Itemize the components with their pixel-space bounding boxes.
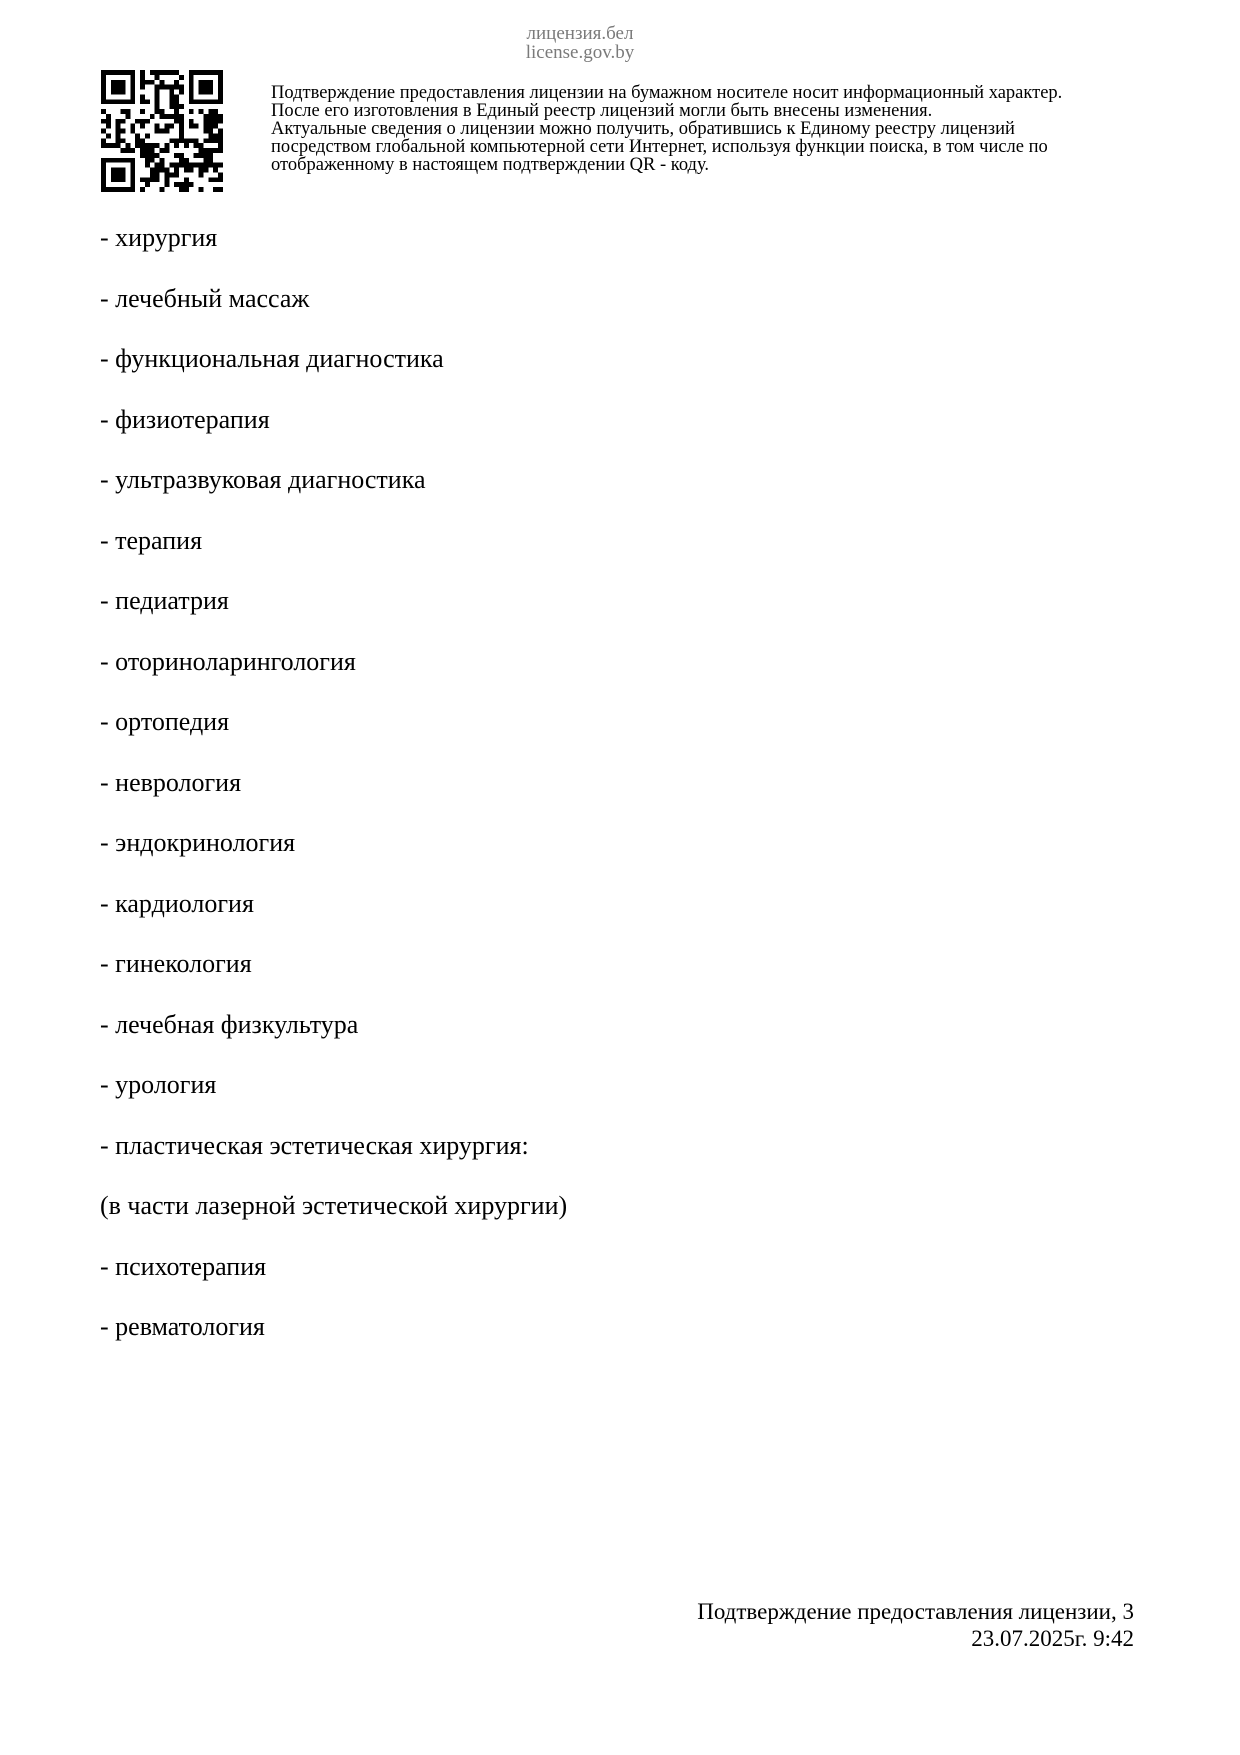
service-item: - кардиология [100,888,254,918]
qr-code-icon [101,70,223,192]
notice-line: отображенному в настоящем подтверждении QR - коду. [271,155,709,175]
service-item: - ортопедия [100,707,230,736]
page-footer [697,1598,1134,1652]
footer-title: Подтверждение предоставления лицензии, 3 [697,1599,1134,1624]
service-item: - функциональная диагностика [100,344,444,373]
service-item: - урология [100,1070,217,1099]
notice-line: После его изготовления в Единый реестр лицензий могли быть внесены изменения. [271,101,933,121]
service-item: - физиотерапия [100,404,270,434]
notice-line: Актуальные сведения о лицензии можно получить, обратившись к Единому реестру лицензий [271,119,1015,139]
service-item: - пластическая эстетическая хирургия: [100,1130,529,1160]
service-item: - лечебный массаж [100,283,310,313]
service-item: - педиатрия [100,586,229,615]
service-item: - ультразвуковая диагностика [100,465,426,494]
footer-datetime: 23.07.2025г. 9:42 [971,1626,1134,1651]
notice-text [271,84,1191,174]
service-item: - хирургия [100,223,218,252]
site-links [0,24,1160,62]
service-item: - гинекология [100,949,252,978]
site-link-bel[interactable]: лицензия.бел [526,23,634,44]
services-list [100,222,567,1372]
notice-line: Подтверждение предоставления лицензии на бумажном носителе носит информационный характер. [271,83,1063,103]
site-link-gov[interactable]: license.gov.by [525,42,635,63]
service-item: - эндокринология [100,828,296,857]
service-item: - терапия [100,525,203,555]
service-item: - оториноларингология [100,646,356,676]
service-item: - ревматология [100,1312,265,1341]
service-item-note: (в части лазерной эстетической хирургии) [100,1191,568,1220]
notice-line: посредством глобальной компьютерной сети Интернет, используя функции поиска, в том числе по [271,137,1048,157]
service-item: - неврология [100,767,242,797]
service-item: - лечебная физкультура [100,1009,359,1039]
service-item: - психотерапия [100,1251,267,1281]
